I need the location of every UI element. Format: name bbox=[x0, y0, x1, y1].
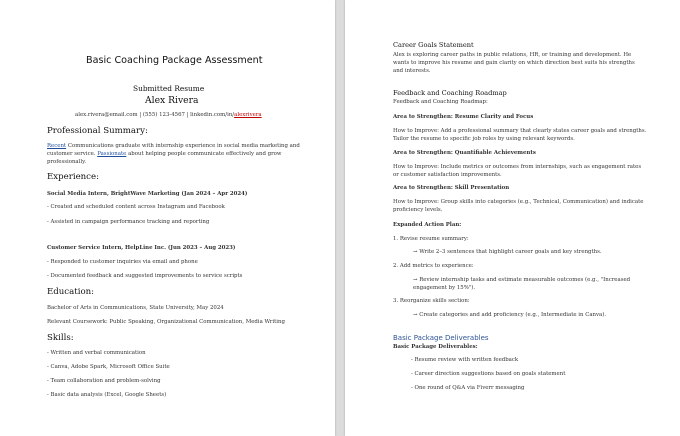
area-line: Tailor the resume to specific job roles by using relevant keywords. bbox=[393, 136, 575, 142]
document-title: Basic Coaching Package Assessment bbox=[86, 55, 263, 66]
plan-heading: Expanded Action Plan: bbox=[393, 222, 462, 228]
plan-item: 3. Reorganize skills section: bbox=[393, 298, 470, 304]
plan-subitem: → Review internship tasks and estimate measurable outcomes (e.g., "Increased bbox=[413, 277, 631, 283]
goals-line: and interests. bbox=[393, 68, 431, 74]
job-title: Social Media Intern, BrightWave Marketing (Jan 2024 – Apr 2024) bbox=[47, 191, 248, 197]
plan-subitem: → Write 2–3 sentences that highlight career goals and key strengths. bbox=[413, 249, 602, 255]
area-line: proficiency levels. bbox=[393, 207, 443, 213]
education-line: Relevant Coursework: Public Speaking, Organizational Communication, Media Writing bbox=[47, 319, 285, 325]
summary-line-2: customer service. Passionate about helping people communicate effectively and grow bbox=[47, 151, 282, 157]
submitted-label: Submitted Resume bbox=[133, 84, 205, 93]
deliverables-subheading: Basic Package Deliverables: bbox=[393, 344, 478, 350]
area-heading: Area to Strengthen: Quantifiable Achievements bbox=[393, 150, 536, 156]
education-heading: Education: bbox=[47, 287, 95, 297]
area-line: How to Improve: Add a professional summary that clearly states career goals and strengths. bbox=[393, 128, 647, 134]
area-line: How to Improve: Include metrics or outcomes from internships, such as engagement rates bbox=[393, 164, 642, 170]
job-bullet: - Created and scheduled content across Instagram and Facebook bbox=[47, 204, 225, 210]
summary-heading: Professional Summary: bbox=[47, 126, 148, 136]
plan-subitem: → Create categories and add proficiency (e.g., Intermediate in Canva). bbox=[413, 312, 607, 318]
job-bullet: - Responded to customer inquiries via email and phone bbox=[47, 259, 198, 265]
candidate-name: Alex Rivera bbox=[145, 95, 199, 106]
goals-line: wants to improve his resume and gain clarity on which direction best suits his strengths bbox=[393, 60, 635, 66]
summary-line-1: Recent Communications graduate with internship experience in social media marketing and bbox=[47, 143, 300, 149]
goals-line: Alex is exploring career paths in public relations, HR, or training and development. He bbox=[393, 52, 632, 58]
plan-item: 2. Add metrics to experience: bbox=[393, 263, 474, 269]
job-title: Customer Service Intern, HelpLine Inc. (Jun 2023 – Aug 2023) bbox=[47, 245, 236, 251]
deliverables-heading: Basic Package Deliverables bbox=[393, 334, 489, 342]
skill-bullet: - Basic data analysis (Excel, Google Sheets) bbox=[47, 392, 167, 398]
spell-flag-word: Recent bbox=[47, 143, 67, 149]
summary-line-3: professionally. bbox=[47, 159, 87, 165]
goals-heading: Career Goals Statement bbox=[393, 41, 474, 49]
deliverable-item: - Resume review with written feedback bbox=[411, 357, 519, 363]
job-bullet: - Documented feedback and suggested improvements to service scripts bbox=[47, 273, 243, 279]
skill-bullet: - Written and verbal communication bbox=[47, 350, 146, 356]
contact-text: alex.rivera@email.com | (555) 123-4567 | linkedin.com/in/ bbox=[75, 112, 235, 118]
area-line: How to Improve: Group skills into categories (e.g., Technical, Communication) and indicate bbox=[393, 199, 644, 205]
skill-bullet: - Canva, Adobe Spark, Microsoft Office Suite bbox=[47, 364, 170, 370]
roadmap-page bbox=[345, 0, 680, 436]
roadmap-heading: Feedback and Coaching Roadmap bbox=[393, 89, 507, 97]
area-heading: Area to Strengthen: Skill Presentation bbox=[393, 185, 510, 191]
area-heading: Area to Strengthen: Resume Clarity and Focus bbox=[393, 114, 534, 120]
deliverable-item: - One round of Q&A via Fiverr messaging bbox=[411, 385, 525, 391]
area-line: or customer satisfaction improvements. bbox=[393, 172, 502, 178]
resume-page bbox=[0, 0, 335, 436]
linkedin-link[interactable]: alexrivera bbox=[234, 112, 262, 118]
deliverable-item: - Career direction suggestions based on goals statement bbox=[411, 371, 566, 377]
education-line: Bachelor of Arts in Communications, State University, May 2024 bbox=[47, 305, 224, 311]
plan-item: 1. Revise resume summary: bbox=[393, 236, 469, 242]
job-bullet: - Assisted in campaign performance tracking and reporting bbox=[47, 219, 210, 225]
spell-flag-word: Passionate bbox=[97, 151, 127, 157]
plan-subitem: engagement by 15%"). bbox=[413, 285, 476, 291]
skill-bullet: - Team collaboration and problem-solving bbox=[47, 378, 161, 384]
skills-heading: Skills: bbox=[47, 333, 74, 343]
contact-line bbox=[75, 112, 262, 118]
roadmap-subheading: Feedback and Coaching Roadmap: bbox=[393, 99, 488, 105]
experience-heading: Experience: bbox=[47, 172, 99, 182]
